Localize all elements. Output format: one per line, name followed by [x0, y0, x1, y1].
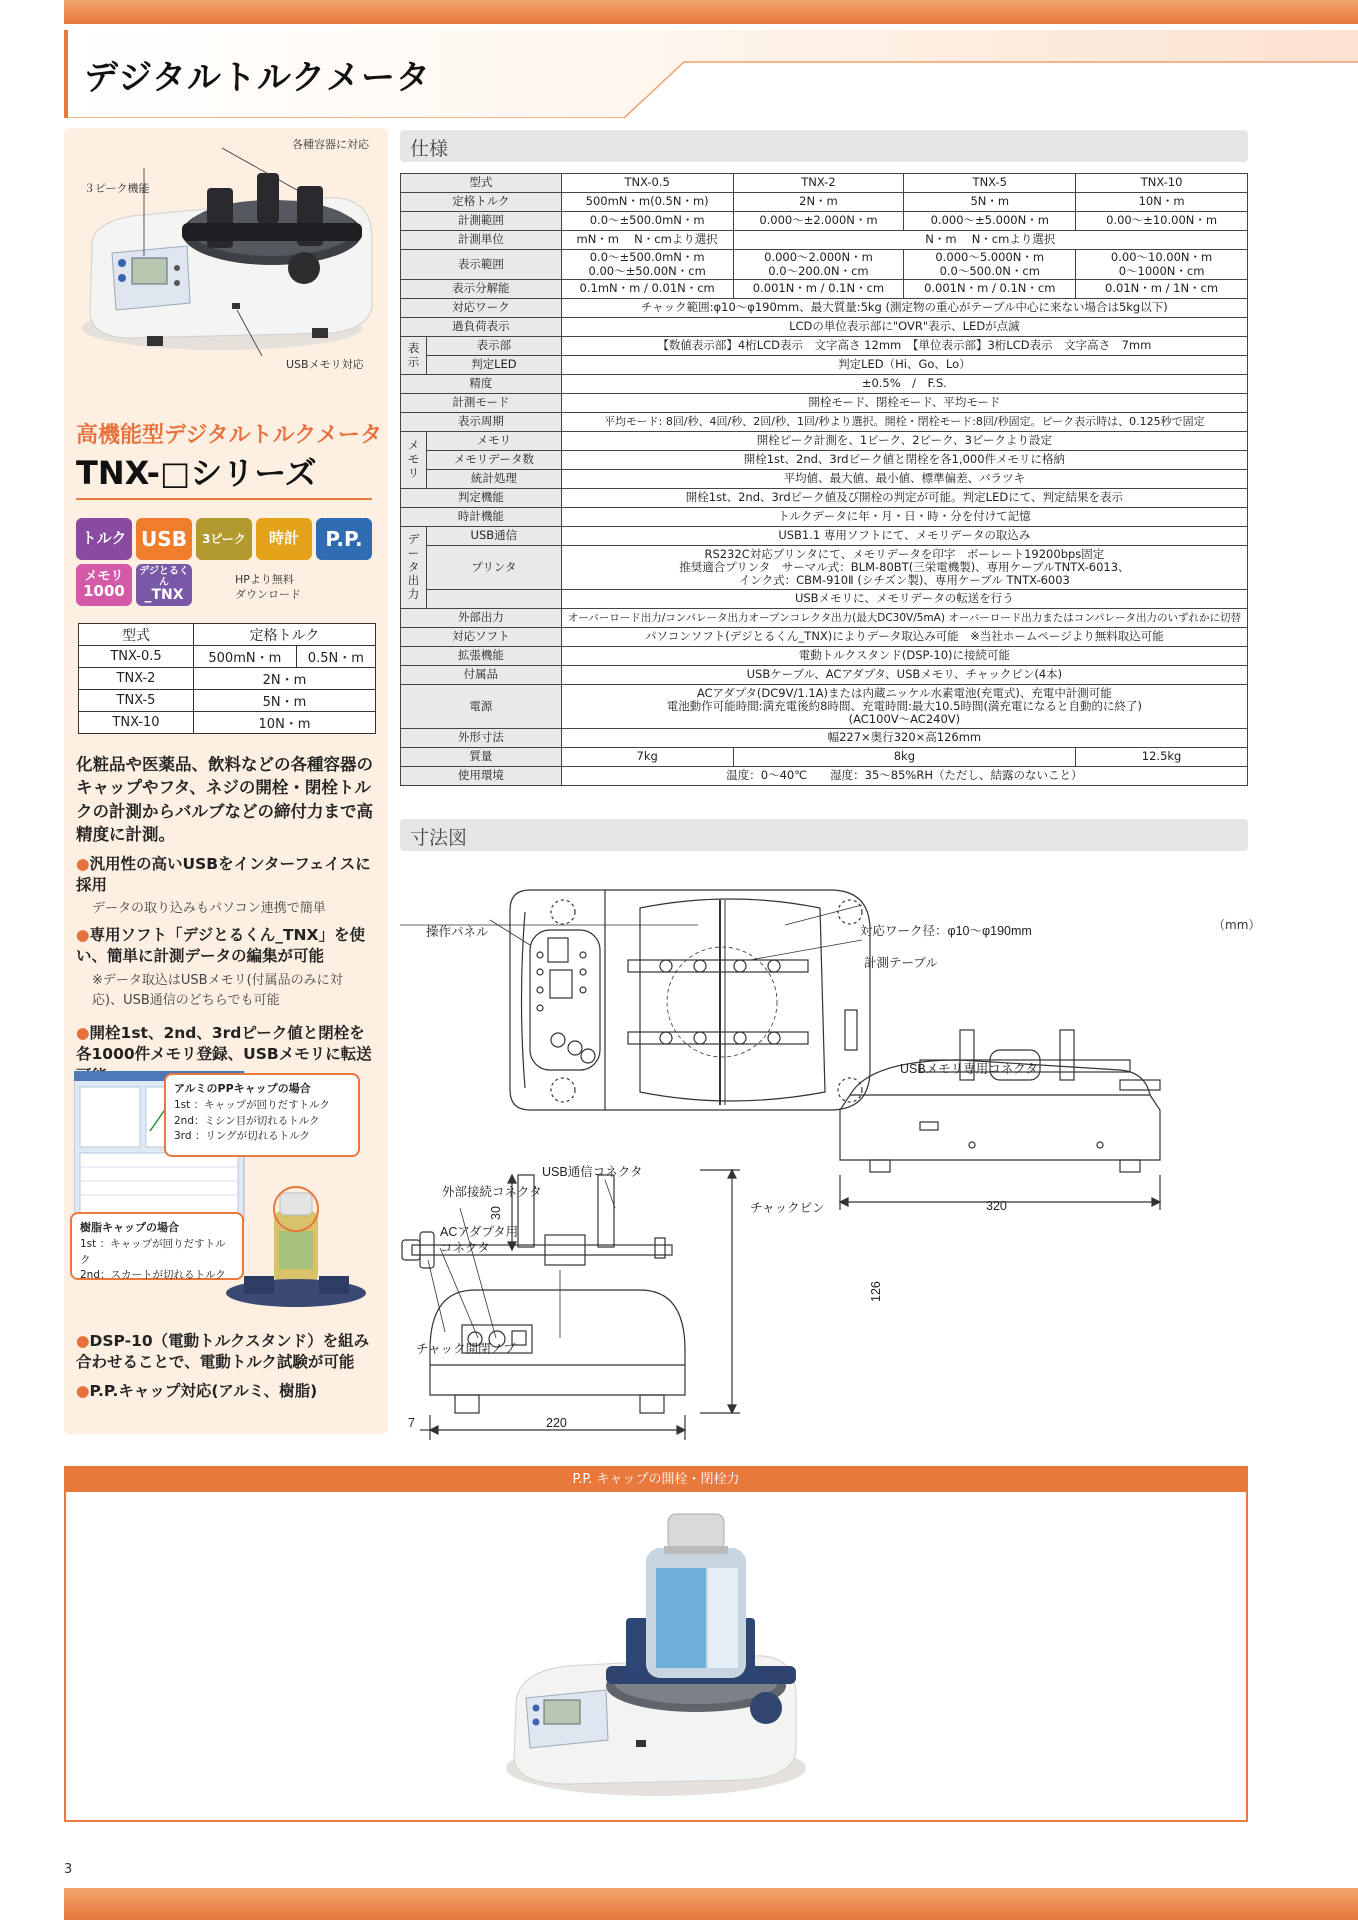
feature-pp-cap: ●P.P.キャップ対応(アルミ、樹脂): [76, 1382, 318, 1400]
table-row: [401, 250, 1248, 280]
spec-cell: [561, 546, 1247, 590]
spec-cell: 温度：0～40℃ 湿度：35～85%RH（ただし、結露のないこと）: [561, 767, 1247, 786]
spec-label: 表示分解能: [401, 280, 562, 299]
feature-software: ●専用ソフト「デジとるくん_TNX」を使い、簡単に計測データの編集が可能: [76, 926, 365, 966]
spec-cell: 判定LED（Hi、Go、Lo）: [561, 356, 1247, 375]
table-row: [401, 193, 1248, 212]
badge-torque: トルク: [76, 518, 132, 560]
spec-label: 外形寸法: [401, 729, 562, 748]
spec-label: 時計機能: [401, 508, 562, 527]
spec-cell: 平均モード: 8回/秒、4回/秒、2回/秒、1回/秒より選択。開栓・閉栓モード:8回/秒固定。ピーク表示時は、0.125秒で固定: [561, 413, 1247, 432]
note-alu-title: アルミのPPキャップの場合: [174, 1082, 311, 1095]
model-cell: TNX-5: [79, 690, 194, 712]
spec-label: 判定機能: [401, 489, 562, 508]
dim-30: 30: [489, 1206, 503, 1220]
table-row: [401, 508, 1248, 527]
front-view: [402, 1170, 740, 1440]
table-row: [79, 712, 376, 734]
torque-meter-with-bottle-image: [496, 1508, 816, 1808]
spec-cell: 5N・m: [904, 193, 1076, 212]
spec-label: 質量: [401, 748, 562, 767]
table-row: [401, 489, 1248, 508]
table-row: [401, 375, 1248, 394]
bottom-accent-bar: [64, 1888, 1358, 1920]
title-banner: [64, 30, 1358, 118]
feature-peak-memory: ●開栓1st、2nd、3rdピーク値と閉栓を各1000件メモリ登録、USBメモリに転送: [76, 1023, 380, 1087]
model-cell: TNX-0.5: [79, 646, 194, 668]
spec-label: 計測モード: [401, 394, 562, 413]
spec-line: 0.0～±500.0mN・m: [589, 250, 705, 265]
spec-label: 表示範囲: [401, 250, 562, 280]
table-row: [401, 413, 1248, 432]
spec-line: 0.000～2.000N・m: [764, 250, 873, 265]
spec-cell: 8kg: [733, 748, 1076, 767]
spec-label: 型式: [401, 174, 562, 193]
spec-label: 表示部: [426, 337, 561, 356]
spec-section-header: [400, 130, 1248, 162]
pp-cap-section: [64, 1466, 1248, 1822]
feature-usb-sub: データの取り込みもパソコン連携で簡単: [92, 901, 326, 916]
spec-cell: 0.001N・m / 0.1N・cm: [904, 280, 1076, 299]
label-panel: 操作パネル: [426, 925, 489, 939]
table-row: [401, 609, 1248, 628]
drawing-section-title: 寸法図: [410, 827, 468, 849]
spec-cell: 0.000～±5.000N・m: [904, 212, 1076, 231]
torque-meter-product-image: [72, 128, 380, 373]
badge-clock: 時計: [256, 518, 312, 560]
badge-memory-line2: 1000: [83, 581, 125, 600]
table-row: [401, 356, 1248, 375]
note-resin-line2: 2nd：スカートが切れるトルク: [80, 1269, 226, 1282]
label-chuck-pin: チャックピン: [750, 1201, 825, 1215]
spec-label: 計測単位: [401, 231, 562, 250]
spec-cell: パソコンソフト(デジとるくん_TNX)によりデータ取込み可能 ※当社ホームページより無料取込可能: [561, 628, 1247, 647]
spec-table: [400, 173, 1248, 786]
badge-memory-line1: メモリ: [84, 569, 124, 585]
spec-line: ACアダプタ(DC9V/1.1A)または内蔵ニッケル水素電池(充電式)、充電中計測可能: [696, 685, 1112, 700]
feature-usb-title: 汎用性の高いUSBをインターフェイスに採用: [76, 855, 371, 895]
feature-dsp10: ●DSP-10（電動トルクスタンド）を組み合わせることで、電動トルク試験が可能: [76, 1332, 370, 1372]
callout-usb: USBメモリ対応: [286, 358, 364, 371]
side-view: [840, 1030, 1160, 1210]
table-row: [401, 337, 1248, 356]
group-display: 表示: [401, 337, 427, 375]
spec-cell: mN・m N・cmより選択: [561, 231, 733, 250]
spec-cell: LCDの単位表示部に"OVR"表示、LEDが点滅: [561, 318, 1247, 337]
spec-label: [426, 590, 561, 609]
spec-cell: 10N・m: [1076, 193, 1248, 212]
table-row: [401, 231, 1248, 250]
badge-dejitoru-line1: デジとるくん: [139, 566, 189, 588]
callout-vessel: 各種容器に対応: [292, 138, 369, 151]
spec-cell: 7kg: [561, 748, 733, 767]
series-name: TNX-□シリーズ: [76, 454, 317, 492]
product-sidebar: [64, 128, 388, 1434]
spec-label: 拡張機能: [401, 647, 562, 666]
badge-pp: P.P.: [316, 518, 372, 560]
divider: [76, 498, 372, 500]
spec-label: 対応ワーク: [401, 299, 562, 318]
badge-3peak: 3ピーク: [196, 518, 252, 560]
hp-note-line2: ダウンロード: [235, 588, 301, 602]
spec-cell: 開栓モード、閉栓モード、平均モード: [561, 394, 1247, 413]
label-chuck-knob: チャック開閉ノブ: [416, 1342, 516, 1356]
model-cell: TNX-2: [79, 668, 194, 690]
table-row: [401, 685, 1248, 729]
spec-cell: 幅227×奥行320×高126mm: [561, 729, 1247, 748]
spec-cell: 開栓ピーク計測を、1ピーク、2ピーク、3ピークより設定: [561, 432, 1247, 451]
spec-cell: 平均値、最大値、最小値、標準偏差、バラツキ: [561, 470, 1247, 489]
spec-line: 0.000～5.000N・m: [935, 250, 1045, 265]
spec-line: 0.0～200.0N・cm: [768, 263, 869, 278]
dim-320: 320: [986, 1199, 1007, 1213]
table-row: [401, 318, 1248, 337]
label-usb-mem-conn: USBメモリ専用コネクタ: [900, 1062, 1038, 1076]
torque-cell: 10N・m: [194, 712, 376, 734]
spec-line: (AC100V～AC240V): [848, 712, 961, 727]
note-alu-line3: 3rd ：リングが切れるトルク: [174, 1130, 310, 1143]
label-usb-comm-conn: USB通信コネクタ: [542, 1165, 643, 1179]
spec-cell: 0.01N・m / 1N・cm: [1076, 280, 1248, 299]
spec-label: 計測範囲: [401, 212, 562, 231]
note-resin-title: 樹脂キャップの場合: [80, 1221, 179, 1234]
spec-label: 過負荷表示: [401, 318, 562, 337]
torque-cell: 5N・m: [194, 690, 376, 712]
label-work-dia: 対応ワーク径：φ10～φ190mm: [860, 924, 1032, 938]
spec-label: 使用環境: [401, 767, 562, 786]
product-subtitle: 高機能型デジタルトルクメータ: [76, 423, 383, 448]
spec-cell: N・m N・cmより選択: [733, 231, 1247, 250]
spec-section-title: 仕様: [410, 138, 449, 160]
spec-cell: 0.1mN・m / 0.01N・cm: [561, 280, 733, 299]
spec-cell: 0.0～±500.0mN・m: [561, 212, 733, 231]
badge-dejitoru-line2: _TNX: [144, 587, 184, 604]
note-alu-line1: 1st ：キャップが回りだすトルク: [174, 1098, 330, 1111]
model-cell: TNX-10: [79, 712, 194, 734]
spec-cell: [904, 250, 1076, 280]
spec-cell: 0.001N・m / 0.1N・cm: [733, 280, 904, 299]
spec-label: 統計処理: [426, 470, 561, 489]
hp-download-note: [235, 572, 301, 603]
spec-cell: [561, 685, 1247, 729]
header-torque: 定格トルク: [194, 624, 376, 646]
top-view: [400, 890, 870, 1110]
spec-line: インク式：CBM-910Ⅱ (シチズン製)、専用ケーブル TNTX-6003: [738, 573, 1070, 588]
feature-dsp10-title: DSP-10（電動トルクスタンド）を組み合わせることで、電動トルク試験が可能: [76, 1332, 370, 1372]
table-row: [401, 666, 1248, 685]
spec-cell: 開栓1st、2nd、3rdピーク値及び開栓の判定が可能。判定LEDにて、判定結果を表示: [561, 489, 1247, 508]
product-description: 化粧品や医薬品、飲料などの各種容器のキャップやフタ、ネジの開栓・閉栓トルクの計測からバルブなどの締付力まで高精度に計測。: [76, 755, 373, 845]
table-row: [401, 394, 1248, 413]
spec-cell: [733, 250, 904, 280]
model-torque-table: [78, 623, 376, 734]
label-ext-conn: 外部接続コネクタ: [442, 1185, 542, 1199]
feature-pp-cap-title: P.P.キャップ対応(アルミ、樹脂): [89, 1382, 318, 1400]
spec-cell: オーバーロード出力/コンパレータ出力オープンコレクタ出力(最大DC30V/5mA) オーバーロード出力またはコンパレータ出力のいずれかに切替: [561, 609, 1247, 628]
label-table: 計測テーブル: [864, 956, 938, 970]
spec-cell: トルクデータに年・月・日・時・分を付けて記憶: [561, 508, 1247, 527]
note-alu-line2: 2nd：ミシン目が切れるトルク: [174, 1114, 320, 1127]
spec-cell: USB1.1 専用ソフトにて、メモリデータの取込み: [561, 527, 1247, 546]
spec-line: 0.00～±50.00N・cm: [588, 263, 706, 278]
table-row: [401, 280, 1248, 299]
spec-cell: 500mN・m(0.5N・m): [561, 193, 733, 212]
note-aluminum-cap: [164, 1073, 360, 1157]
table-row: [401, 767, 1248, 786]
table-row: [401, 546, 1248, 590]
spec-cell: [561, 250, 733, 280]
header-model: 型式: [79, 624, 194, 646]
label-ac-conn-2: コネクタ: [440, 1241, 490, 1255]
spec-label: 対応ソフト: [401, 628, 562, 647]
label-ac-conn-1: ACアダプタ用: [440, 1225, 519, 1239]
table-row: [401, 451, 1248, 470]
table-row: [401, 647, 1248, 666]
spec-label: メモリ: [426, 432, 561, 451]
callout-peak: ３ピーク機能: [84, 182, 150, 195]
spec-cell: 電動トルクスタンド(DSP-10)に接続可能: [561, 647, 1247, 666]
group-data-out: データ出力: [401, 527, 427, 609]
spec-label: メモリデータ数: [426, 451, 561, 470]
spec-label: 定格トルク: [401, 193, 562, 212]
table-row: [401, 470, 1248, 489]
dim-7: 7: [408, 1416, 415, 1430]
table-row: [401, 527, 1248, 546]
dim-126: 126: [869, 1281, 883, 1302]
table-row: [79, 690, 376, 712]
table-row: [401, 432, 1248, 451]
spec-label: 付属品: [401, 666, 562, 685]
spec-line: 0.00～10.00N・m: [1110, 250, 1213, 265]
table-row: [79, 668, 376, 690]
feature-software-sub: ※データ取込はUSBメモリ(付属品のみに対応)、USB通信のどちらでも可能: [92, 973, 343, 1008]
drawing-section-header: [400, 819, 1248, 851]
spec-label: 電源: [401, 685, 562, 729]
spec-label: 判定LED: [426, 356, 561, 375]
pp-cap-title: P.P. キャップの開栓・閉栓力: [66, 1468, 1246, 1492]
note-resin-cap: [70, 1212, 244, 1280]
top-accent-bar: [64, 0, 1358, 24]
spec-cell: 2N・m: [733, 193, 904, 212]
spec-cell: TNX-10: [1076, 174, 1248, 193]
table-row: [401, 729, 1248, 748]
torque-cell: 2N・m: [194, 668, 376, 690]
table-row: [401, 174, 1248, 193]
spec-cell: TNX-0.5: [561, 174, 733, 193]
spec-cell: TNX-2: [733, 174, 904, 193]
unit-label: （mm）: [1213, 918, 1261, 932]
dim-220: 220: [546, 1416, 567, 1430]
spec-cell: TNX-5: [904, 174, 1076, 193]
spec-cell: 0.000～±2.000N・m: [733, 212, 904, 231]
spec-cell: チャック範囲:φ10～φ190mm、最大質量:5kg (測定物の重心がテーブル中心に来ない場合は5kg以下): [561, 299, 1247, 318]
group-memory: メモリ: [401, 432, 427, 489]
note-resin-line1: 1st ：キャップが回りだすトルク: [80, 1237, 226, 1266]
feature-software-title: 専用ソフト「デジとるくん_TNX」を使い、簡単に計測データの編集が可能: [76, 926, 365, 966]
spec-cell: ±0.5% / F.S.: [561, 375, 1247, 394]
spec-cell: USBメモリに、メモリデータの転送を行う: [561, 590, 1247, 609]
torque-cell: 500mN・m: [194, 646, 297, 668]
table-row: [79, 646, 376, 668]
spec-line: 推奨適合プリンタ サーマル式：BLM-80BT(三栄電機製)、専用ケーブルTNTX-6013、: [679, 559, 1130, 574]
spec-label: USB通信: [426, 527, 561, 546]
spec-label: 外部出力: [401, 609, 562, 628]
spec-cell: 【数値表示部】4桁LCD表示 文字高さ 12mm 【単位表示部】3桁LCD表示 文字高さ 7mm: [561, 337, 1247, 356]
table-row: [401, 590, 1248, 609]
spec-line: 0～1000N・cm: [1118, 263, 1205, 278]
spec-cell: 開栓1st、2nd、3rdピーク値と閉栓を各1,000件メモリに格納: [561, 451, 1247, 470]
badge-usb: USB: [136, 518, 192, 560]
spec-cell: 12.5kg: [1076, 748, 1248, 767]
page-title: デジタルトルクメータ: [84, 58, 431, 98]
dimension-drawing: [400, 860, 1261, 1450]
spec-label: プリンタ: [426, 546, 561, 590]
spec-cell: [1076, 250, 1248, 280]
spec-label: 精度: [401, 375, 562, 394]
table-row: [401, 212, 1248, 231]
spec-line: 0.0～500.0N・cm: [939, 263, 1040, 278]
torque-cell: 0.5N・m: [296, 646, 375, 668]
table-row: [401, 628, 1248, 647]
feature-usb: ●汎用性の高いUSBをインターフェイスに採用: [76, 855, 371, 895]
spec-line: RS232C対応プリンタにて、メモリデータを印字 ボーレート19200bps固定: [704, 546, 1105, 561]
spec-line: 電池動作可能時間:満充電後約8時間、充電時間:最大10.5時間(満充電になると自動的に終了): [666, 698, 1142, 713]
table-row: [401, 299, 1248, 318]
spec-cell: USBケーブル、ACアダプタ、USBメモリ、チャックピン(4本): [561, 666, 1247, 685]
page-number: 3: [64, 1862, 73, 1877]
spec-cell: 0.00～±10.00N・m: [1076, 212, 1248, 231]
feature-peak-memory-title: 開栓1st、2nd、3rdピーク値と閉栓を各1000件メモリ登録、USBメモリに転送: [76, 1024, 372, 1064]
badge-dejitoru: [136, 564, 192, 606]
badge-memory: [76, 564, 132, 606]
hp-note-line1: HPより無料: [235, 573, 294, 586]
table-row: [401, 748, 1248, 767]
spec-label: 表示周期: [401, 413, 562, 432]
